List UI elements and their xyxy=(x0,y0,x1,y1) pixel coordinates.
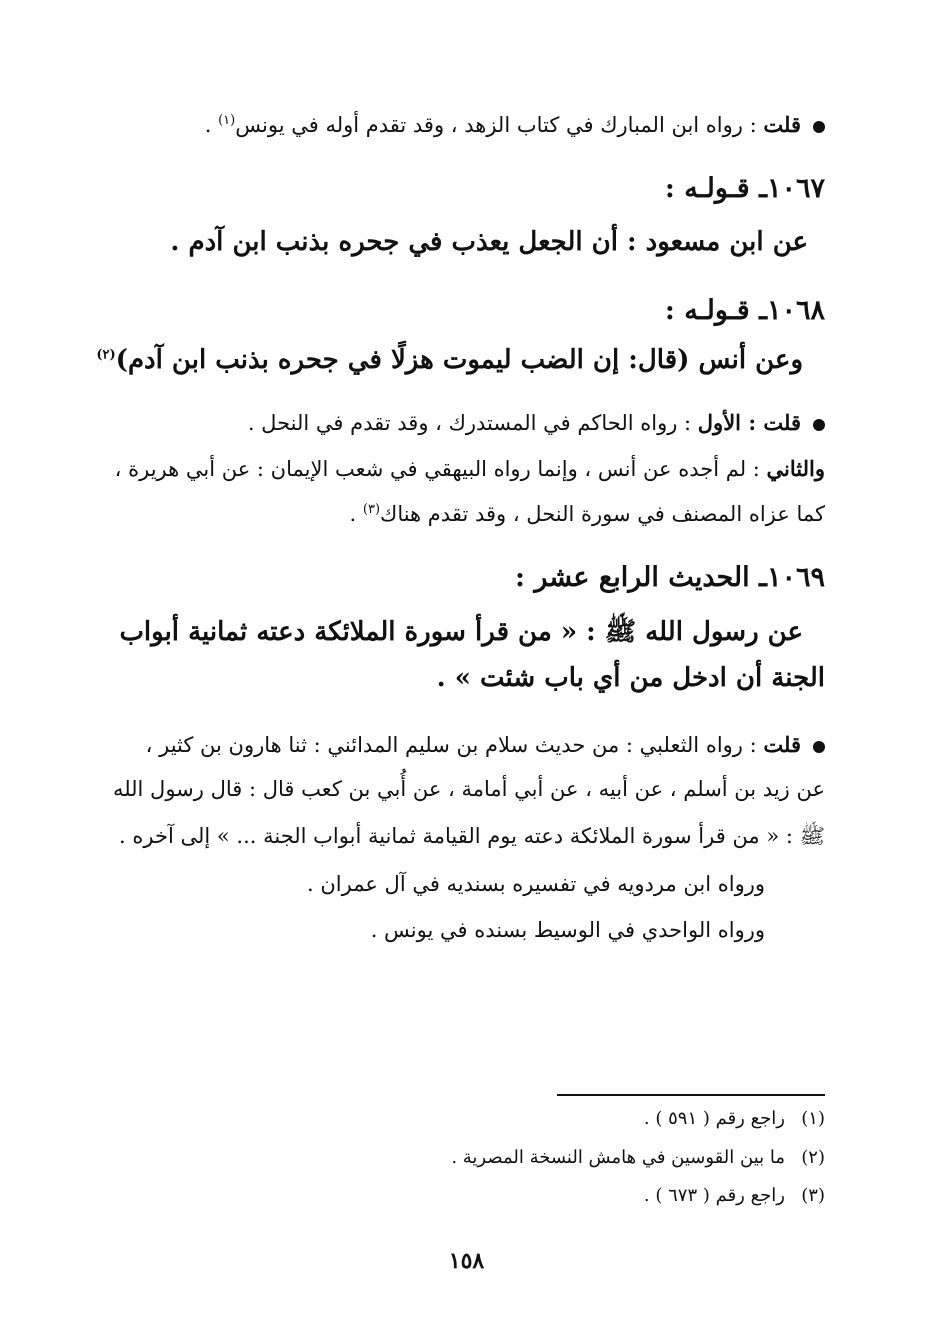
page-number: ١٥٨ xyxy=(448,1248,485,1274)
note-label: قلت xyxy=(763,732,801,757)
footnote-text: راجع رقم ( ٦٧٣ ) . xyxy=(643,1185,785,1206)
note-label: قلت : الأول xyxy=(697,410,801,435)
note-text-2: : لم أجده عن أنس ، وإنما رواه البيهقي في شعب الإيمان : عن أبي هريرة ، xyxy=(114,457,760,481)
note-text: : رواه ابن المبارك في كتاب الزهد ، وقد تقدم أوله في يونس xyxy=(235,113,757,137)
note-text-3: كما عزاه المصنف في سورة النحل ، وقد تقدم هناك xyxy=(380,502,825,526)
bullet-icon xyxy=(813,121,825,133)
footnote-ref-3: (٣) xyxy=(362,502,381,517)
footnote-3 xyxy=(644,1185,825,1206)
entry-1069-text-1: عن رسول الله ﷺ : « من قرأ سورة الملائكة دعته ثمانية أبواب xyxy=(119,617,803,647)
footnote-number: (٢) xyxy=(801,1147,825,1168)
footnote-text: راجع رقم ( ٥٩١ ) . xyxy=(643,1108,785,1129)
note-line-1 xyxy=(100,112,825,137)
note-end: . xyxy=(204,113,212,137)
note-text: : رواه الثعلبي : من حديث سلام بن سليم المدائني : ثنا هارون بن كثير ، xyxy=(145,733,757,757)
note-1069-line-5: ورواه الواحدي في الوسيط بسنده في يونس . xyxy=(370,918,765,942)
note-end: . xyxy=(349,502,357,526)
footnote-1 xyxy=(644,1108,825,1129)
entry-1068-text xyxy=(96,345,803,375)
entry-1067-heading: ١٠٦٧ـ قـولـه : xyxy=(664,173,825,204)
footnote-number: (١) xyxy=(801,1108,825,1129)
note-label: قلت xyxy=(763,112,801,137)
entry-1068-body: وعن أنس (قال: إن الضب ليموت هزلًا في جحره بذنب ابن آدم) xyxy=(115,345,803,375)
footnote-text: ما بين القوسين في هامش النسخة المصرية . xyxy=(451,1147,785,1168)
note-1069-line-1 xyxy=(100,732,825,757)
footnote-ref-1: (١) xyxy=(218,113,236,128)
note-1068-line-2 xyxy=(100,456,825,481)
entry-1067-text: عن ابن مسعود : أن الجعل يعذب في جحره بذنب ابن آدم . xyxy=(170,227,808,257)
footnote-divider xyxy=(557,1094,825,1096)
note-1069-line-2: عن زيد بن أسلم ، عن أبيه ، عن أبي أمامة ، عن أُبي بن كعب قال : قال رسول الله xyxy=(112,777,825,801)
footnote-ref-2: (٢) xyxy=(96,347,116,363)
note-1069-line-4: ورواه ابن مردويه في تفسيره بسنديه في آل عمران . xyxy=(307,872,765,896)
note-text: : رواه الحاكم في المستدرك ، وقد تقدم في النحل . xyxy=(247,411,692,435)
bullet-icon xyxy=(813,419,825,431)
note-1068-line-1 xyxy=(100,410,825,435)
note-1068-line-3 xyxy=(100,502,825,526)
bullet-icon xyxy=(813,741,825,753)
note-label-2: والثاني xyxy=(766,456,825,481)
entry-1069-heading: ١٠٦٩ـ الحديث الرابع عشر : xyxy=(515,562,825,593)
note-1069-line-3: ﷺ : « من قرأ سورة الملائكة دعته يوم القيامة ثمانية أبواب الجنة ... » إلى آخره . xyxy=(119,824,825,848)
entry-1069-text-2: الجنة أن ادخل من أي باب شئت » . xyxy=(436,663,825,693)
footnote-number: (٣) xyxy=(801,1185,825,1206)
footnote-2 xyxy=(451,1147,825,1168)
entry-1068-heading: ١٠٦٨ـ قـولـه : xyxy=(664,295,825,326)
